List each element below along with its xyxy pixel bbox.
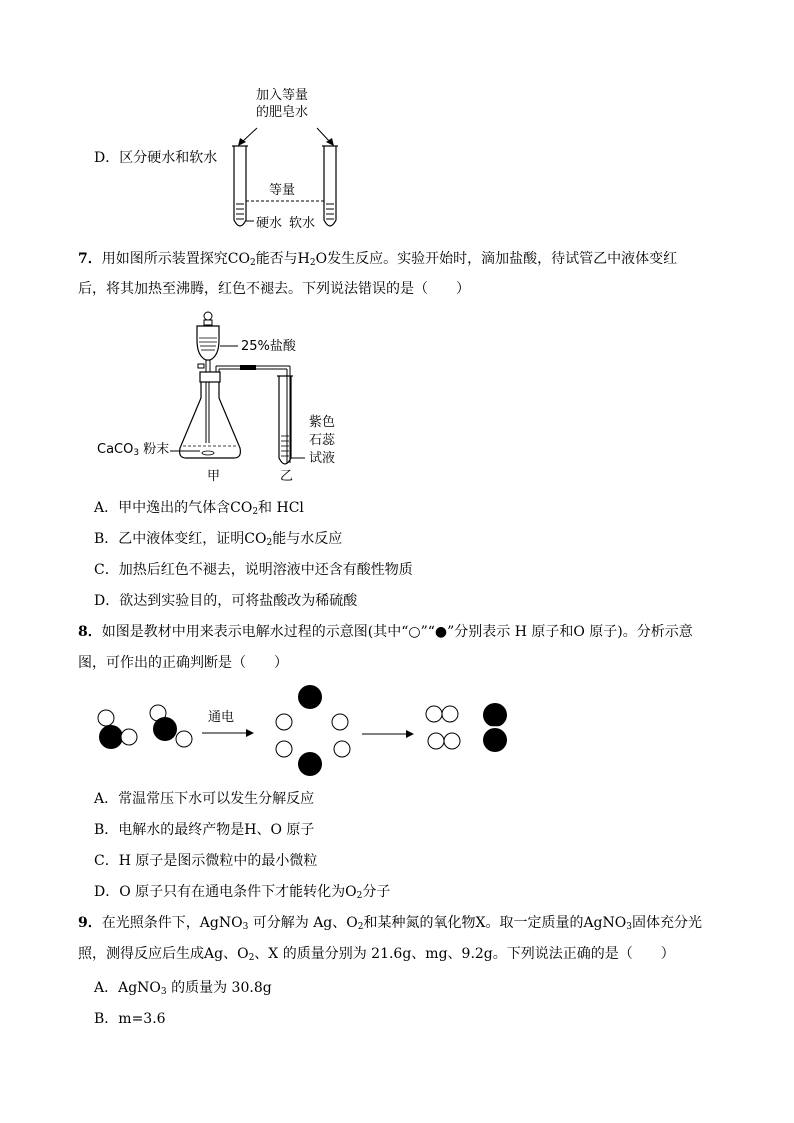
q9-option-a [94,978,272,998]
q8-number: 8． [78,624,102,640]
option-text: 和 HCl [258,500,304,516]
caco3-text: CaCO [97,442,134,457]
q7-fig-label-yi: 乙 [280,469,294,484]
q9-stem-part: 照，测得反应后生成Ag、O [78,946,249,962]
subscript: 3 [242,922,249,932]
q7-fig-label-litmus-1: 紫色 [309,415,336,430]
q6-fig-label-add: 加入等量 [256,88,309,103]
q9-stem-part: 和某种氮的氧化物X。取一定质量的AgNO [363,915,627,931]
q7-option-d: D．欲达到实验目的，可将盐酸改为稀硫酸 [94,593,358,609]
q7-stem-line-1 [78,249,677,269]
q7-stem-part: 用如图所示装置探究CO [101,251,250,267]
q8-option-a: A．常温常压下水可以发生分解反应 [94,791,315,807]
q9-stem-part: 在光照条件下，AgNO [101,915,243,931]
option-text: A．AgNO [94,980,161,996]
q6-fig-label-soft-water: 软水 [289,216,316,231]
subscript: 3 [160,987,167,997]
q8-electrolysis-figure [90,682,520,782]
q6-fig-label-equal: 等量 [269,183,296,198]
option-text: B．乙中液体变红，证明CO [94,531,267,547]
q7-option-a [94,498,304,518]
subscript: 2 [356,891,363,901]
q6-fig-label-soap: 的肥皂水 [256,105,309,120]
q9-stem-line-1 [78,913,702,933]
q8-stem-line-2: 图，可作出的正确判断是（ ） [78,655,288,671]
q7-fig-label-acid: 25%盐酸 [241,339,296,354]
q7-stem-line-2: 后，将其加热至沸腾，红色不褪去。下列说法错误的是（ ） [78,281,470,297]
subscript: 2 [266,538,273,548]
q8-fig-label-electrolysis: 通电 [208,710,235,725]
option-text: A．甲中逸出的气体含CO [94,500,253,516]
q9-stem-part: 、X 的质量分别为 21.6g、mg、9.2g。下列说法正确的是（ ） [254,946,675,962]
subscript: 2 [357,922,364,932]
q7-fig-label-jia: 甲 [207,469,221,484]
q9-stem-line-2 [78,944,675,964]
q8-stem-part: 如图是教材中用来表示电解水过程的示意图(其中“○”“●”分别表示 H 原子和O 原子)。分析示意 [101,624,693,640]
option-text: D．O 原子只有在通电条件下才能转化为O [94,884,357,900]
option-text: 的质量为 30.8g [166,980,272,996]
q7-option-b [94,529,342,549]
option-text: 能与水反应 [272,531,343,547]
q8-option-b: B．电解水的最终产物是H、O 原子 [94,822,315,838]
q8-option-c: C．H 原子是图示微粒中的最小微粒 [94,853,318,869]
q7-fig-label-caco3 [97,442,169,458]
q7-number: 7． [78,251,102,267]
subscript: 2 [309,258,316,268]
subscript: 2 [252,507,259,517]
subscript: 3 [133,448,140,458]
caco3-text: 粉末 [139,442,170,457]
q9-stem-part: 固体充分光 [632,915,702,931]
q9-option-b: B．m=3.6 [94,1011,166,1027]
q7-stem-part: 能否与H [255,251,310,267]
q8-option-d [94,882,390,902]
subscript: 2 [249,258,256,268]
q8-stem-line-1 [78,622,693,642]
q6-option-d: D．区分硬水和软水 [94,150,218,166]
q9-number: 9． [78,915,102,931]
subscript: 3 [626,922,632,932]
q7-stem-part: O发生反应。实验开始时，滴加盐酸，待试管乙中液体变红 [315,251,678,267]
q7-option-c: C．加热后红色不褪去，说明溶液中还含有酸性物质 [94,562,413,578]
q7-fig-label-litmus-3: 试液 [309,451,336,466]
q9-stem-part: 可分解为 Ag、O [248,915,358,931]
q7-fig-label-litmus-2: 石蕊 [309,433,336,448]
q6-fig-label-hard-water: 硬水 [256,216,283,231]
subscript: 2 [248,953,255,963]
option-text: 分子 [362,884,391,900]
